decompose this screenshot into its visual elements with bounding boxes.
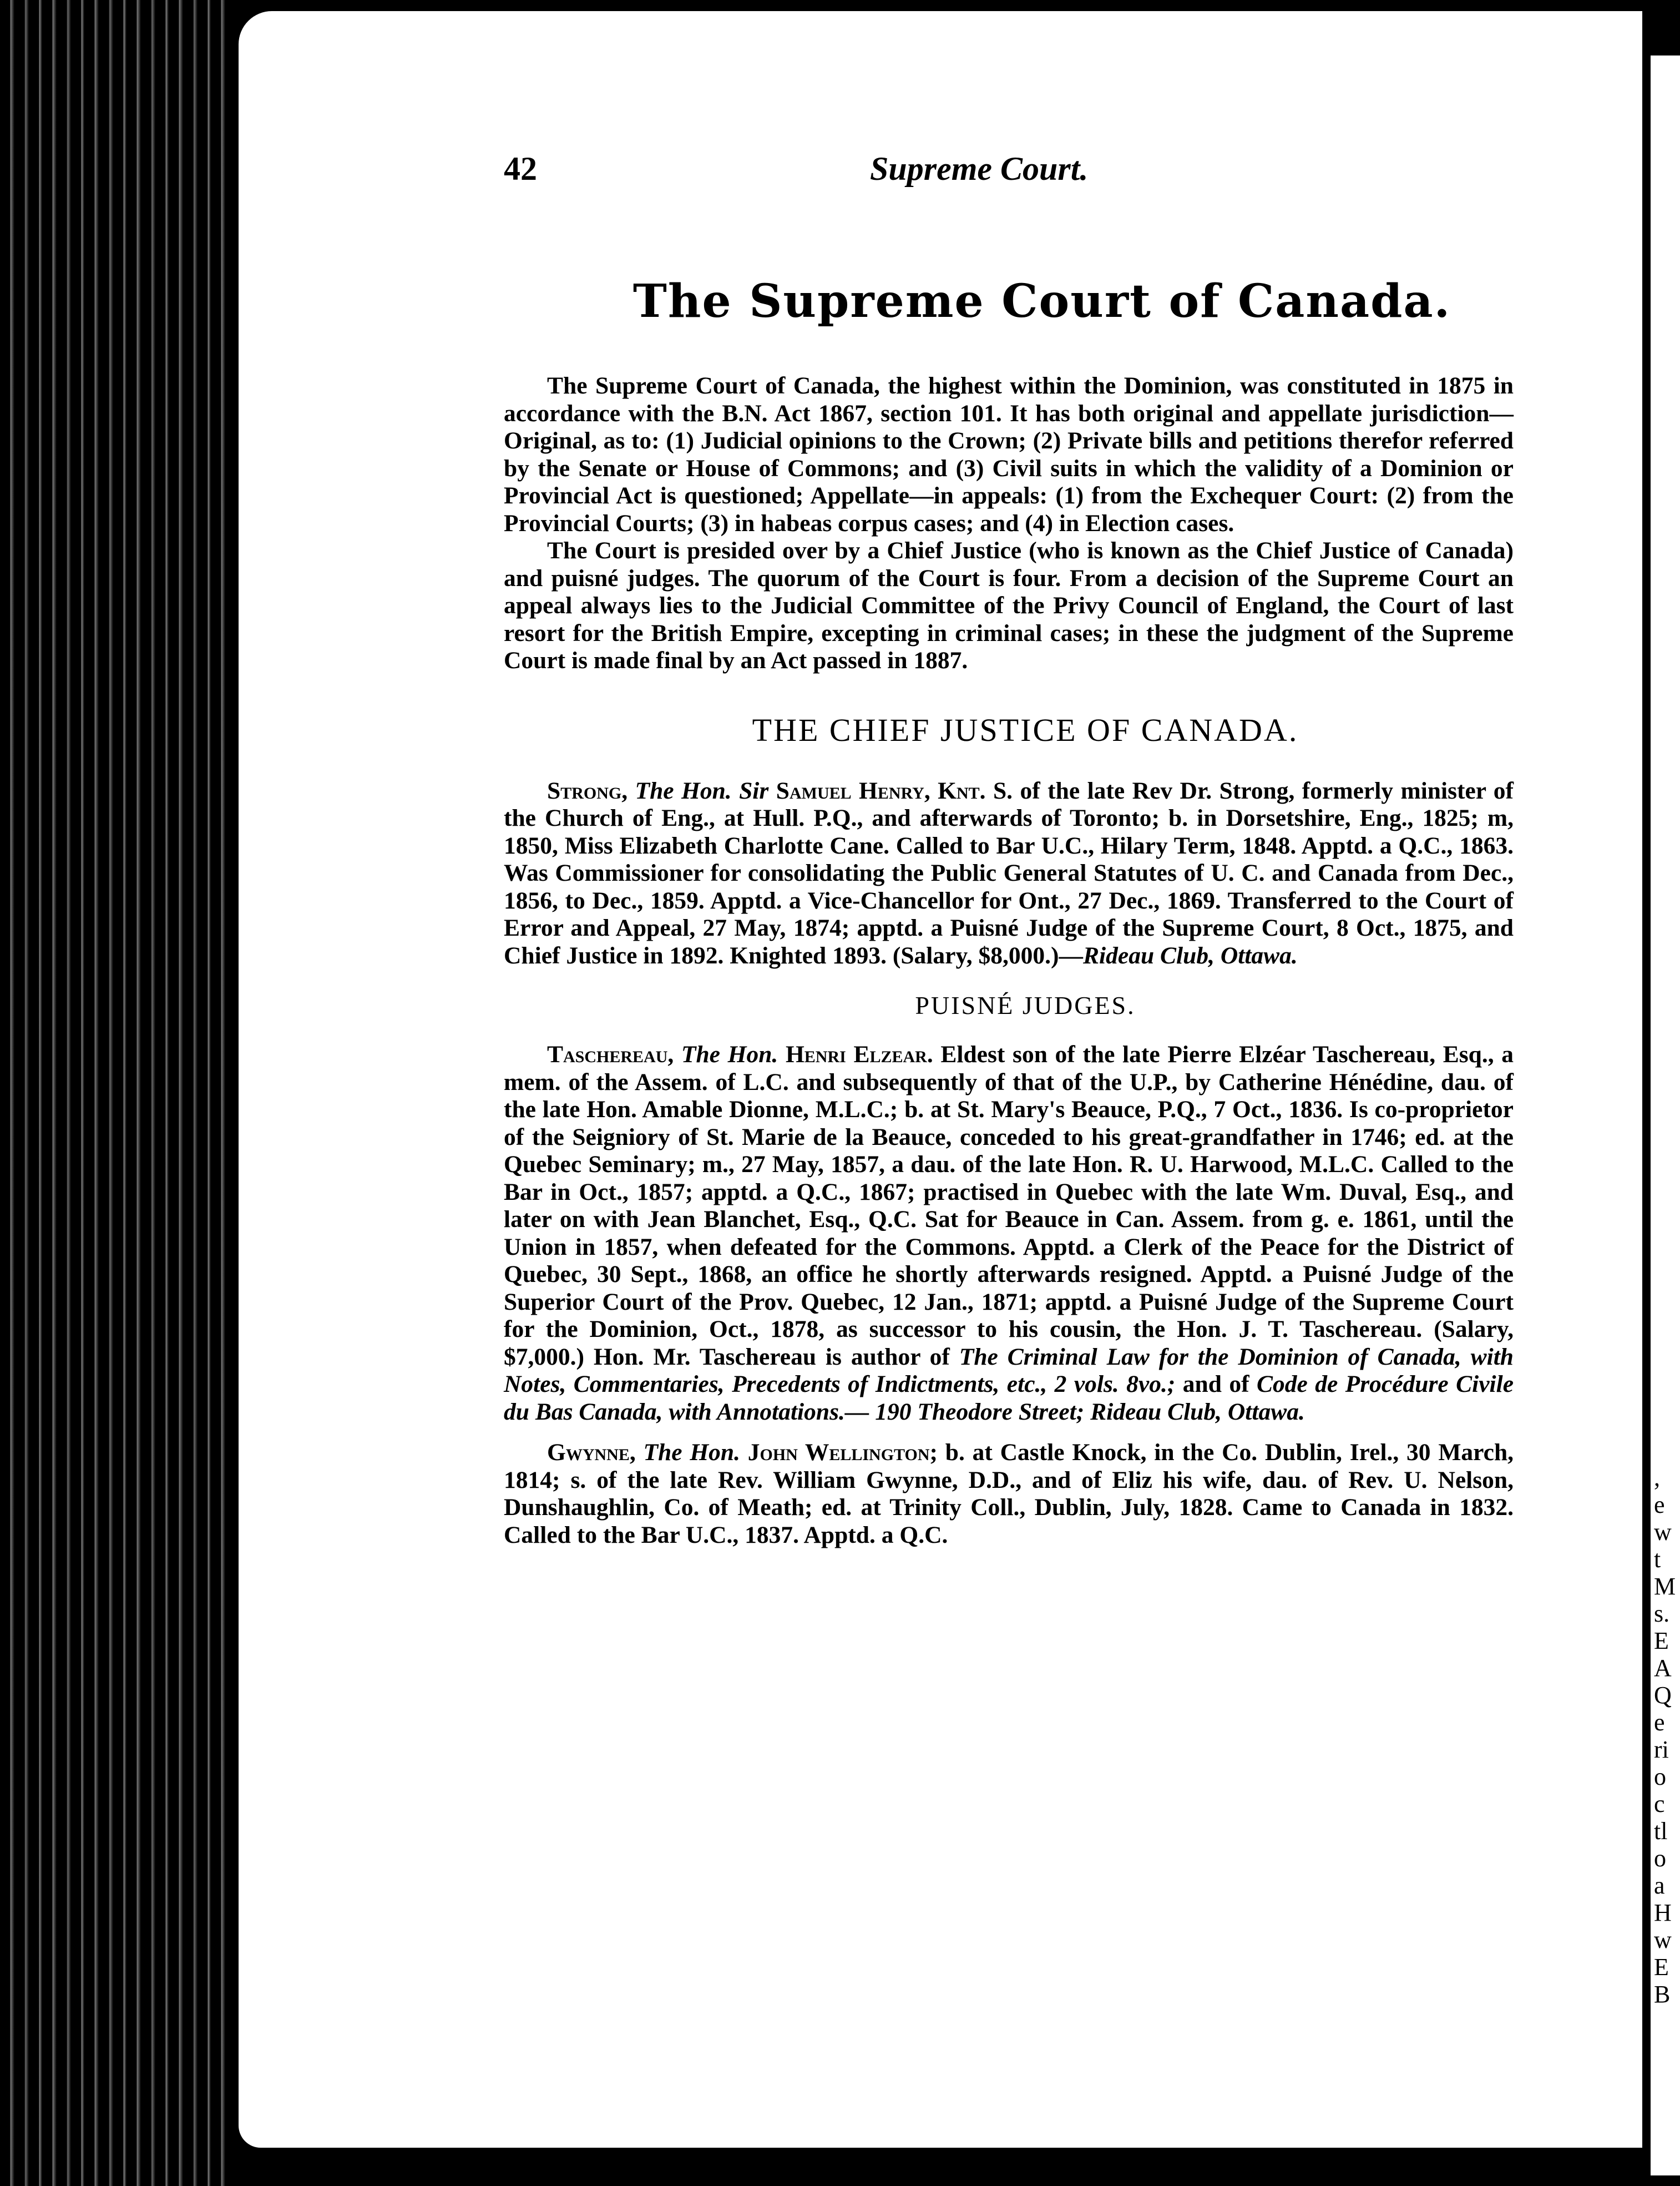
facing-page-sliver xyxy=(1651,55,1680,2175)
facing-page-fragment: Q xyxy=(1654,1682,1672,1709)
book-binding-edge xyxy=(0,0,233,2186)
puisne-entry-gwynne xyxy=(504,1439,1514,1549)
intro-paragraph-2: The Court is presided over by a Chief Justice (who is known as the Chief Justice of Canada) and puisné judges. The quorum of the Court is four. From a decision of the Supreme Court an appeal always lies to the Judicial Committee of the Privy Council of England, the Court of last resort for the British Empire, excepting in criminal cases; in these the judgment of the Supreme Court is made final by an Act passed in 1887. xyxy=(504,537,1514,674)
facing-page-fragment: H xyxy=(1654,1899,1672,1926)
facing-page-fragment: c xyxy=(1654,1790,1665,1818)
chief-justice-entry xyxy=(504,778,1514,970)
entry-works: The Criminal Law for the Dominion of Canada, with Notes, Commentaries, Precedents of Indictments, etc., 2 vols. 8vo.; xyxy=(504,1343,1514,1397)
facing-page-fragment: t xyxy=(1654,1546,1661,1573)
facing-page-fragment: o xyxy=(1654,1845,1666,1872)
main-title: The Supreme Court of Canada. xyxy=(632,275,1451,328)
entry-surname: Taschereau, xyxy=(547,1041,674,1068)
entry-style: The Hon. Sir xyxy=(635,777,769,804)
facing-page-fragment: M xyxy=(1654,1573,1676,1600)
entry-style: The Hon. xyxy=(643,1439,740,1466)
facing-page-fragment: s. xyxy=(1654,1600,1670,1627)
facing-page-fragment: a xyxy=(1654,1872,1665,1899)
chief-justice-heading: THE CHIEF JUSTICE OF CANADA. xyxy=(752,711,1299,748)
entry-given-names: Henri Elzear. xyxy=(785,1041,933,1068)
entry-surname: Strong, xyxy=(547,777,628,804)
facing-page-fragment: , xyxy=(1654,1464,1660,1491)
facing-page-fragment: A xyxy=(1654,1654,1672,1682)
entry-given-names: John Wellington; xyxy=(747,1439,938,1466)
page-content xyxy=(504,150,1514,1549)
facing-page-fragment: w xyxy=(1654,1518,1672,1546)
entry-body: S. of the late Rev Dr. Strong, formerly minister of the Church of Eng., at Hull. P.Q., and afterwards of Toronto; b. in Dorsetshire, Eng., 1825; m, 1850, Miss Elizabeth Charlotte Cane. Called to Bar U.C., Hilary Term, 1848. Apptd. a Q.C., 1863. Was Commissioner for consolidating the Public General Statutes of U. C. and Canada from Dec., 1856, to Dec., 1859. Apptd. a Vice-Chancellor for Ont., 27 Dec., 1869. Transferred to the Court of Error and Appeal, 27 May, 1874; apptd. a Puisné Judge of the Supreme Court, 8 Oct., 1875, and Chief Justice in 1892. Knighted 1893. xyxy=(504,777,1514,969)
running-title: Supreme Court. xyxy=(870,150,1089,187)
entry-address: 190 Theodore Street; Rideau Club, Ottawa. xyxy=(875,1398,1305,1425)
entry-works-and: and of xyxy=(1182,1371,1249,1397)
facing-page-fragment: E xyxy=(1654,1953,1669,1981)
facing-page-fragment: o xyxy=(1654,1763,1666,1790)
facing-page-fragment: e xyxy=(1654,1491,1665,1518)
facing-page-fragment: B xyxy=(1654,1981,1671,2008)
entry-body: b. at Castle Knock, in the Co. Dublin, Irel., 30 March, 1814; s. of the late Rev. William Gwynne, D.D., and of Eliz his wife, dau. of Rev. U. Nelson, Dunshaughlin, Co. of Meath; ed. at Trinity Coll., Dublin, July, 1828. Came to Canada in 1832. Called to the Bar U.C., 1837. Apptd. a Q.C. xyxy=(504,1439,1514,1548)
facing-page-fragment: e xyxy=(1654,1709,1665,1736)
page-number: 42 xyxy=(504,150,537,187)
entry-address: Rideau Club, Ottawa. xyxy=(1083,942,1298,969)
puisne-judges-heading: PUISNÉ JUDGES. xyxy=(915,991,1136,1019)
entry-surname: Gwynne, xyxy=(547,1439,636,1466)
intro-paragraph-1: The Supreme Court of Canada, the highest within the Dominion, was constituted in 1875 in accordance with the B.N. Act 1867, section 101. It has both original and appellate jurisdiction—Original, as to: (1) Judicial opinions to the Crown; (2) Private bills and petitions therefor referred by the Senate or House of Commons; and (3) Civil suits in which the validity of a Dominion or Provincial Act is questioned; Appellate—in appeals: (1) from the Exchequer Court: (2) from the Provincial Courts; (3) in habeas corpus cases; and (4) in Election cases. xyxy=(504,372,1514,537)
entry-salary: (Salary, $8,000.)— xyxy=(892,942,1084,969)
facing-page-fragment: w xyxy=(1654,1926,1672,1953)
puisne-entry-taschereau xyxy=(504,1041,1514,1426)
facing-page-fragment: E xyxy=(1654,1627,1669,1654)
entry-style: The Hon. xyxy=(681,1041,778,1068)
entry-body: Eldest son of the late Pierre Elzéar Taschereau, Esq., a mem. of the Assem. of L.C. and subsequently of that of the U.P., by Catherine Hénédine, dau. of the late Hon. Amable Dionne, M.L.C.; b. at St. Mary's Beauce, P.Q., 7 Oct., 1836. Is co-proprietor of the Seigniory of St. Marie de la Beauce, conceded to his great-grandfather in 1746; ed. at the Quebec Seminary; m., 27 May, 1857, a dau. of the late Hon. R. U. Harwood, M.L.C. Called to the Bar in Oct., 1857; apptd. a Q.C., 1867; practised in Quebec with the late Wm. Duval, Esq., and later on with Jean Blanchet, Esq., Q.C. Sat for Beauce in Can. Assem. from g. e. 1861, until the Union in 1857, when defeated for the Commons. Apptd. a Clerk of the Peace for the District of Quebec, 30 Sept., 1868, an office he shortly afterwards resigned. Apptd. a Puisné Judge of the Superior Court of the Prov. Quebec, 12 Jan., 1871; apptd. a Puisné Judge of the Supreme Court for the Dominion, Oct., 1878, as successor to his cousin, the Hon. J. T. Taschereau. (Salary, $7,000.) Hon. Mr. Taschereau is author of xyxy=(504,1041,1514,1370)
entry-given-names: Samuel Henry, Knt. xyxy=(776,777,986,804)
running-head xyxy=(504,150,1514,211)
facing-page-fragment: ri xyxy=(1654,1736,1669,1763)
facing-page-fragment: tl xyxy=(1654,1818,1668,1845)
entry-works-2: Code de Procédure Civile du Bas Canada, with Annotations.— xyxy=(504,1371,1514,1425)
